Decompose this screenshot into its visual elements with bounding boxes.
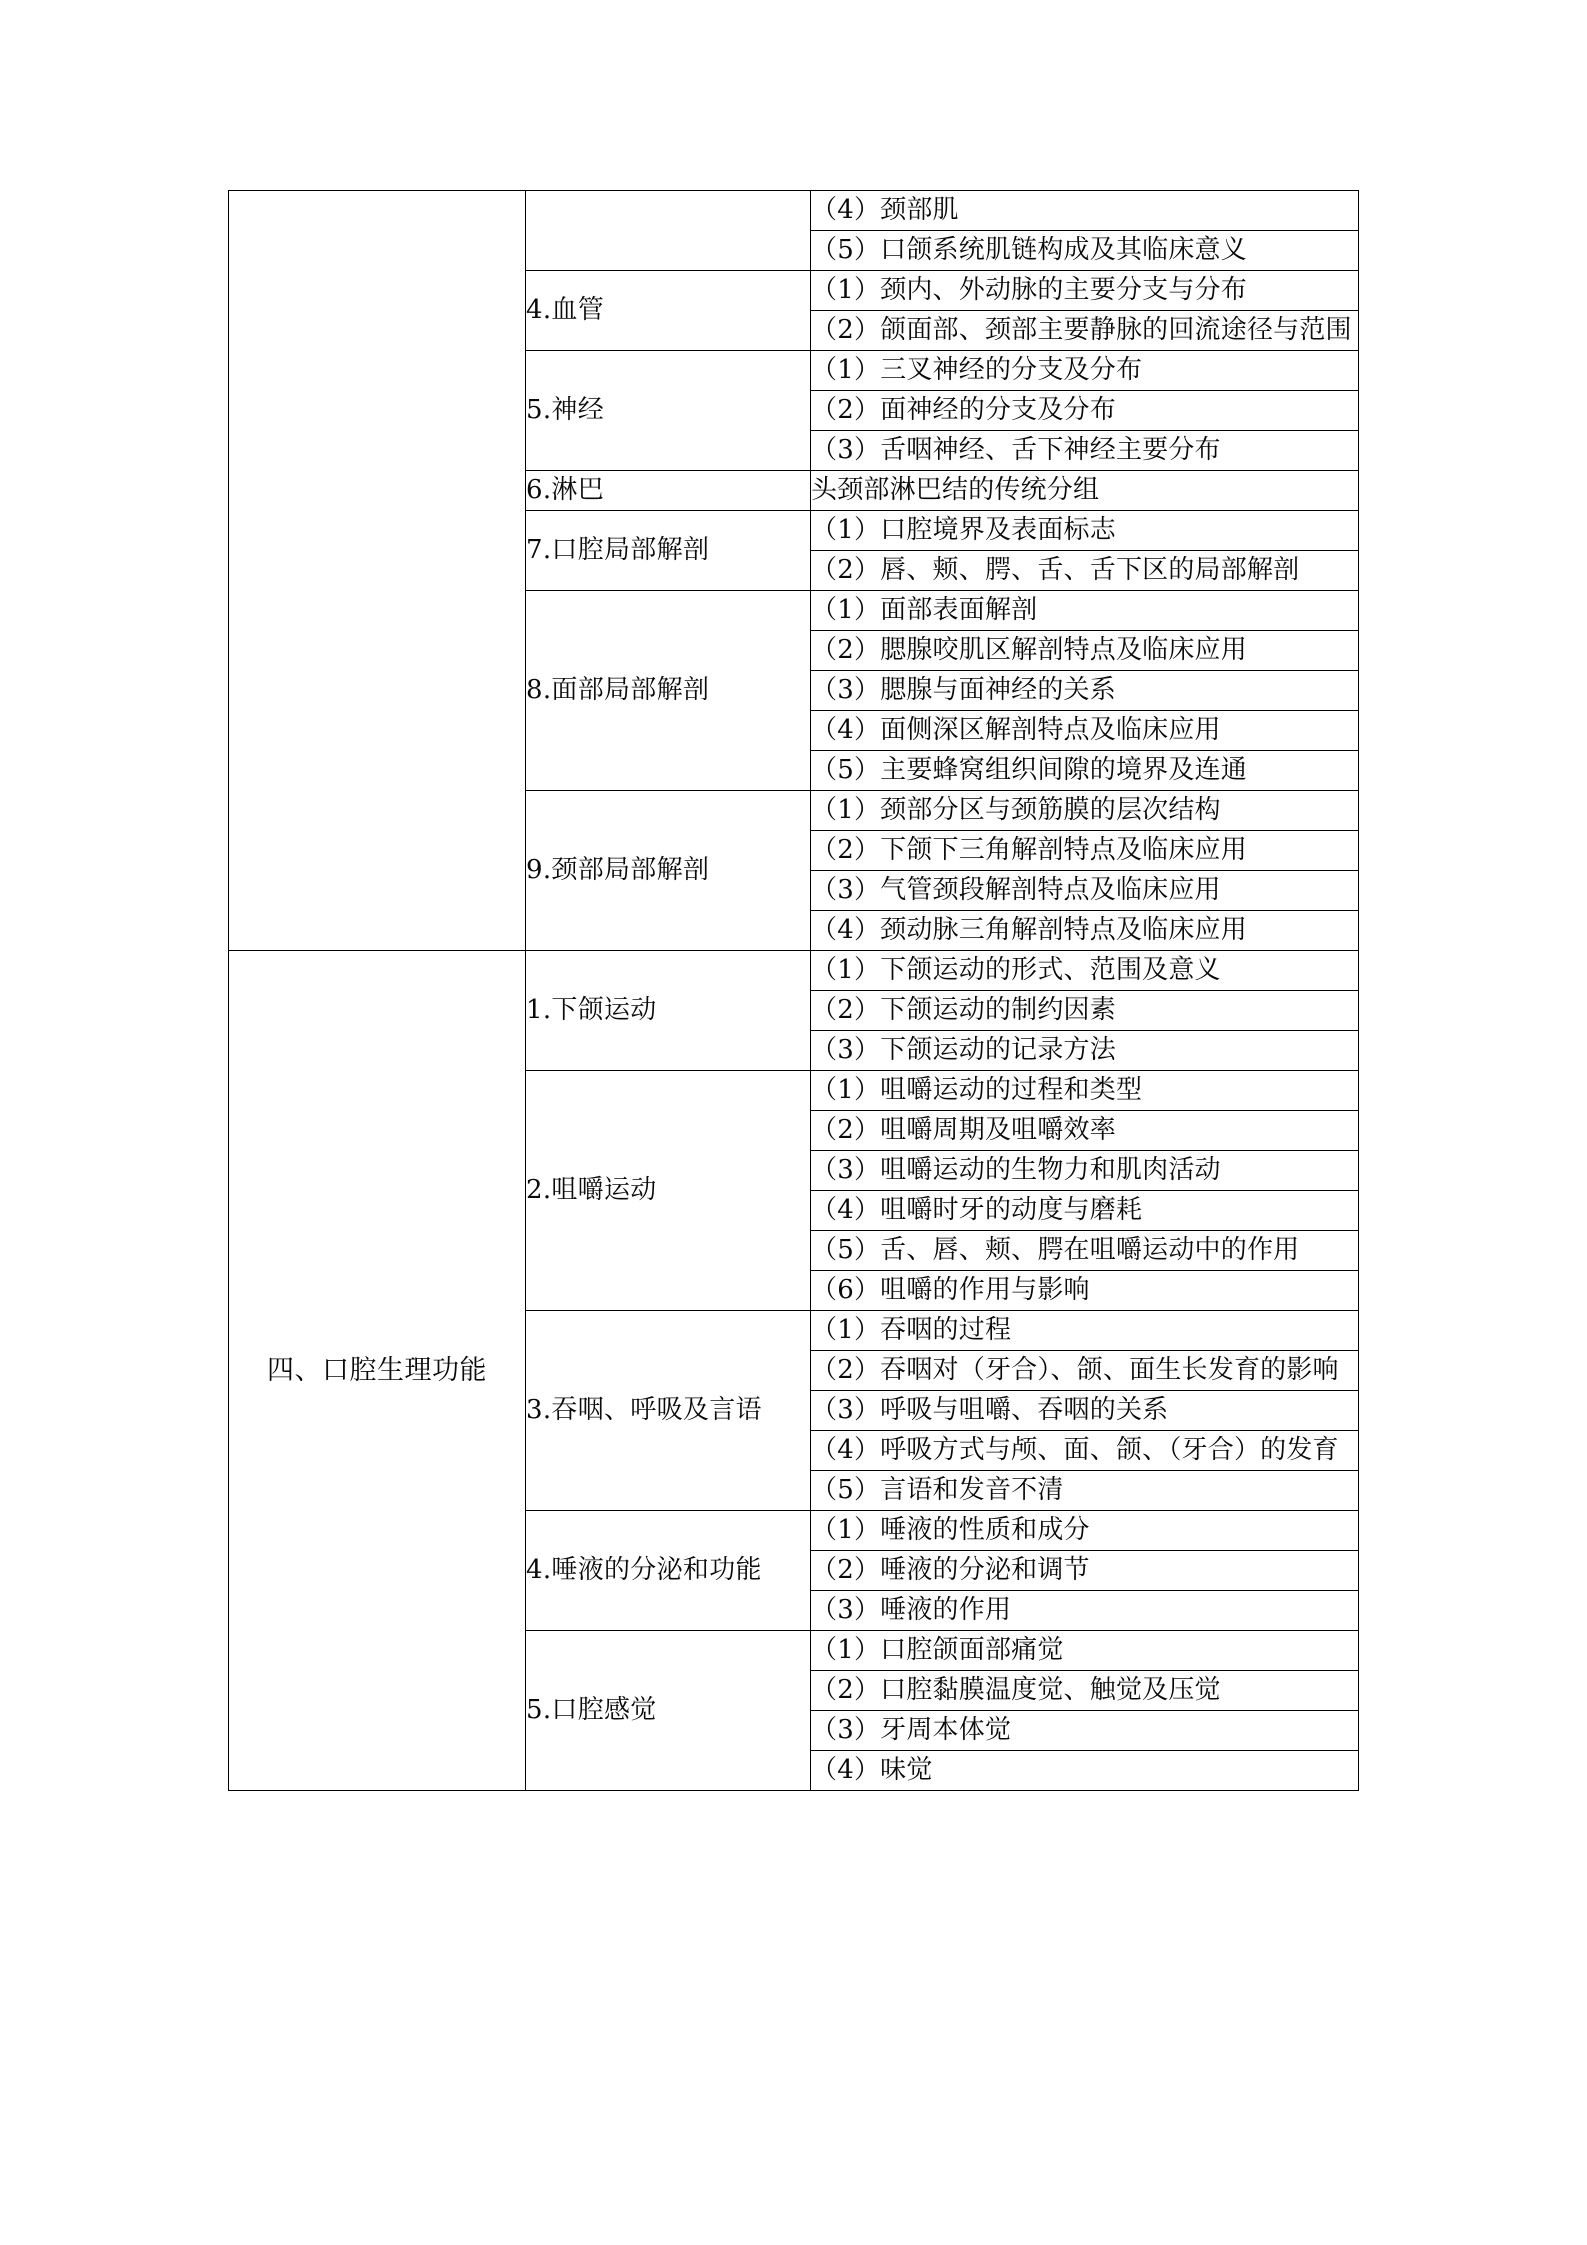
knowledge-point-cell: （2）吞咽对（牙合）、颌、面生长发育的影响 [811, 1351, 1359, 1391]
knowledge-point-cell: （2）面神经的分支及分布 [811, 391, 1359, 431]
knowledge-point-cell: （5）口颌系统肌链构成及其临床意义 [811, 231, 1359, 271]
section-label-cell: 四、口腔生理功能 [229, 951, 526, 1791]
knowledge-point-cell: （5）主要蜂窝组织间隙的境界及连通 [811, 751, 1359, 791]
topic-label-cell: 2.咀嚼运动 [526, 1071, 811, 1311]
knowledge-point-cell: （3）腮腺与面神经的关系 [811, 671, 1359, 711]
knowledge-point-cell: （1）下颌运动的形式、范围及意义 [811, 951, 1359, 991]
knowledge-point-cell: （2）下颌下三角解剖特点及临床应用 [811, 831, 1359, 871]
knowledge-point-cell: （2）下颌运动的制约因素 [811, 991, 1359, 1031]
knowledge-point-cell: （4）呼吸方式与颅、面、颌、（牙合）的发育 [811, 1431, 1359, 1471]
knowledge-point-cell: （1）颈内、外动脉的主要分支与分布 [811, 271, 1359, 311]
topic-label-cell: 5.神经 [526, 351, 811, 471]
topic-label-cell: 8.面部局部解剖 [526, 591, 811, 791]
knowledge-point-cell: （4）面侧深区解剖特点及临床应用 [811, 711, 1359, 751]
knowledge-point-cell: （2）口腔黏膜温度觉、触觉及压觉 [811, 1671, 1359, 1711]
knowledge-point-cell: （3）下颌运动的记录方法 [811, 1031, 1359, 1071]
topic-label-cell: 4.唾液的分泌和功能 [526, 1511, 811, 1631]
knowledge-point-cell: （3）唾液的作用 [811, 1591, 1359, 1631]
knowledge-point-cell: （2）腮腺咬肌区解剖特点及临床应用 [811, 631, 1359, 671]
knowledge-point-cell: （1）面部表面解剖 [811, 591, 1359, 631]
topic-label-cell: 3.吞咽、呼吸及言语 [526, 1311, 811, 1511]
table-row [229, 951, 1359, 991]
knowledge-point-cell: （1）三叉神经的分支及分布 [811, 351, 1359, 391]
table-row [229, 191, 1359, 231]
knowledge-point-cell: （2）唾液的分泌和调节 [811, 1551, 1359, 1591]
knowledge-point-cell: （1）唾液的性质和成分 [811, 1511, 1359, 1551]
section-label-cell [229, 191, 526, 951]
knowledge-point-cell: （6）咀嚼的作用与影响 [811, 1271, 1359, 1311]
knowledge-point-cell: （3）牙周本体觉 [811, 1711, 1359, 1751]
knowledge-point-cell: （2）颌面部、颈部主要静脉的回流途径与范围 [811, 311, 1359, 351]
syllabus-outline-table [228, 190, 1359, 1791]
topic-label-cell: 7.口腔局部解剖 [526, 511, 811, 591]
knowledge-point-cell: （5）言语和发音不清 [811, 1471, 1359, 1511]
knowledge-point-cell: （4）颈部肌 [811, 191, 1359, 231]
knowledge-point-cell: （3）舌咽神经、舌下神经主要分布 [811, 431, 1359, 471]
topic-label-cell: 9.颈部局部解剖 [526, 791, 811, 951]
knowledge-point-cell: （2）咀嚼周期及咀嚼效率 [811, 1111, 1359, 1151]
knowledge-point-cell: （1）颈部分区与颈筋膜的层次结构 [811, 791, 1359, 831]
knowledge-point-cell: （2）唇、颊、腭、舌、舌下区的局部解剖 [811, 551, 1359, 591]
topic-label-cell [526, 191, 811, 271]
knowledge-point-cell: （5）舌、唇、颊、腭在咀嚼运动中的作用 [811, 1231, 1359, 1271]
topic-label-cell: 5.口腔感觉 [526, 1631, 811, 1791]
knowledge-point-cell: （1）口腔境界及表面标志 [811, 511, 1359, 551]
topic-label-cell: 4.血管 [526, 271, 811, 351]
table-body [229, 191, 1359, 1791]
topic-label-cell: 6.淋巴 [526, 471, 811, 511]
knowledge-point-cell: 头颈部淋巴结的传统分组 [811, 471, 1359, 511]
knowledge-point-cell: （1）口腔颌面部痛觉 [811, 1631, 1359, 1671]
knowledge-point-cell: （3）咀嚼运动的生物力和肌肉活动 [811, 1151, 1359, 1191]
knowledge-point-cell: （3）呼吸与咀嚼、吞咽的关系 [811, 1391, 1359, 1431]
knowledge-point-cell: （1）咀嚼运动的过程和类型 [811, 1071, 1359, 1111]
knowledge-point-cell: （4）颈动脉三角解剖特点及临床应用 [811, 911, 1359, 951]
knowledge-point-cell: （3）气管颈段解剖特点及临床应用 [811, 871, 1359, 911]
knowledge-point-cell: （1）吞咽的过程 [811, 1311, 1359, 1351]
topic-label-cell: 1.下颌运动 [526, 951, 811, 1071]
knowledge-point-cell: （4）咀嚼时牙的动度与磨耗 [811, 1191, 1359, 1231]
knowledge-point-cell: （4）味觉 [811, 1751, 1359, 1791]
